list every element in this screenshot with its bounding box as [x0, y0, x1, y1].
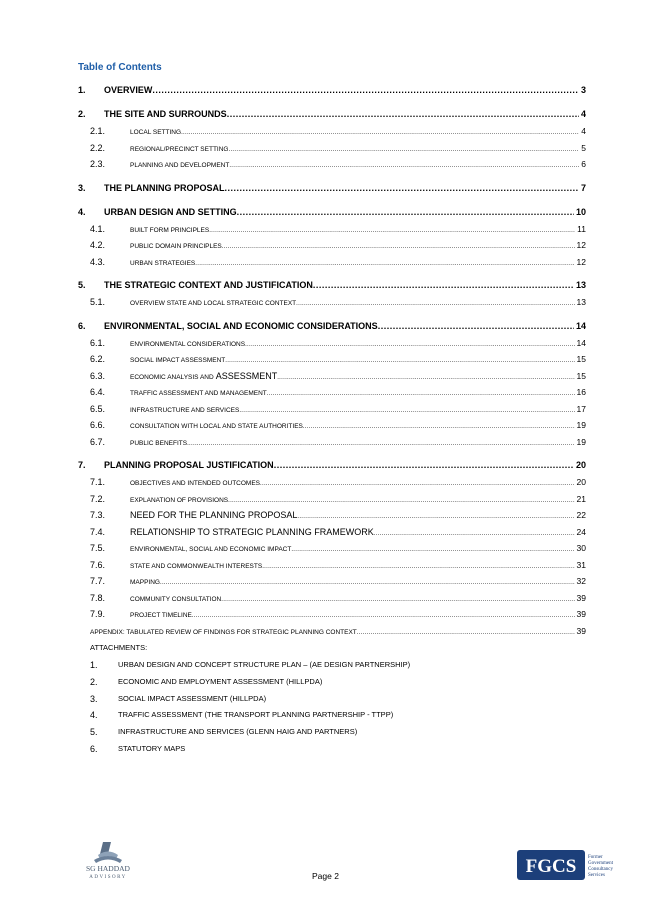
toc-entry-page: 20 — [576, 477, 586, 487]
toc-entry-title: URBAN STRATEGIES — [130, 259, 196, 267]
toc-entry-page: 11 — [577, 223, 586, 234]
toc-dot-leader — [297, 514, 574, 520]
attachment-item — [90, 694, 410, 711]
toc-dot-leader — [274, 460, 574, 470]
toc-entry-title: ENVIRONMENTAL CONSIDERATIONS — [130, 340, 246, 348]
toc-dot-leader — [227, 109, 579, 119]
toc-entry-title: STATE AND COMMONWEALTH INTERESTS — [130, 562, 263, 570]
toc-entry-page: 19 — [576, 436, 586, 447]
toc-entry-number: 6.2. — [90, 354, 106, 364]
toc-entry-number: 4. — [78, 206, 86, 217]
toc-entry-page: 24 — [576, 526, 586, 537]
toc-entry-number: 6.7. — [90, 436, 106, 447]
toc-entry[interactable] — [78, 126, 586, 143]
attachment-item — [90, 744, 410, 761]
toc-entry-title: PUBLIC BENEFITS — [130, 439, 188, 447]
toc-entry-title: LOCAL SETTING — [130, 129, 182, 136]
fgcs-line-2: Government — [588, 861, 613, 866]
toc-entry-title: OVERVIEW STATE AND LOCAL STRATEGIC CONTEXT — [130, 300, 297, 307]
toc-entry[interactable] — [78, 85, 586, 102]
toc-entry-title: THE STRATEGIC CONTEXT AND JUSTIFICATION — [104, 280, 313, 290]
toc-entry-title: ENVIRONMENTAL, SOCIAL AND ECONOMIC CONSIDERATIONS — [104, 320, 378, 331]
fgcs-logo — [517, 850, 621, 880]
toc-entry-number: 7.5. — [90, 543, 106, 553]
toc-entry-number: 7.1. — [90, 477, 106, 487]
toc-entry-title: APPENDIX: TABULATED REVIEW OF FINDINGS FOR STRATEGIC PLANNING CONTEXT — [90, 628, 357, 636]
toc-dot-leader — [260, 481, 575, 487]
sg-haddad-sub: ADVISORY — [89, 875, 127, 880]
toc-dot-leader — [303, 424, 575, 430]
attachment-item — [90, 677, 410, 694]
toc-entry[interactable] — [78, 159, 586, 176]
toc-dot-leader — [209, 228, 575, 234]
toc-entry-page: 7 — [580, 182, 586, 193]
toc-dot-leader — [195, 261, 574, 267]
toc-entry[interactable] — [78, 321, 586, 338]
toc-dot-leader — [222, 244, 575, 250]
toc-entry[interactable] — [78, 560, 586, 577]
toc-entry-title: COMMUNITY CONSULTATION — [130, 595, 222, 603]
toc-entry-page: 5 — [581, 142, 586, 153]
toc-entry-page: 20 — [575, 460, 586, 470]
toc-entry[interactable] — [78, 109, 586, 126]
attachment-title: TRAFFIC ASSESSMENT (THE TRANSPORT PLANNING PARTNERSHIP - TTPP) — [118, 710, 394, 720]
toc-entry-page: 3 — [580, 85, 586, 95]
toc-entry-number: 1. — [78, 85, 86, 95]
attachments-list — [90, 660, 410, 761]
attachment-number: 5. — [90, 727, 98, 738]
toc-entry-title: REGIONAL/PRECINCT SETTING — [130, 145, 229, 153]
fgcs-mark-icon — [517, 850, 621, 880]
toc-entry[interactable] — [78, 404, 586, 421]
toc-entry-title: PLANNING AND DEVELOPMENT — [130, 162, 230, 169]
toc-entry[interactable] — [78, 143, 586, 160]
toc-dot-leader — [245, 342, 574, 348]
toc-entry-title: OVERVIEW — [104, 85, 153, 95]
toc-entry[interactable] — [78, 338, 586, 355]
toc-entry-number: 7.6. — [90, 559, 106, 570]
toc-entry-page: 17 — [576, 403, 586, 414]
toc-dot-leader — [229, 163, 579, 169]
toc-entry-number: 2.1. — [90, 126, 106, 136]
toc-title: Table of Contents — [78, 62, 162, 73]
toc-entry-page: 13 — [575, 280, 586, 290]
toc-entry-page: 4 — [580, 109, 586, 119]
toc-entry-page: 13 — [576, 297, 586, 307]
toc-dot-leader — [228, 147, 579, 153]
sg-haddad-emblem-icon — [78, 840, 138, 880]
toc-entry-title: SOCIAL IMPACT ASSESSMENT — [130, 357, 226, 364]
toc-entry-page: 39 — [576, 609, 586, 619]
attachment-title: SOCIAL IMPACT ASSESSMENT (HILLPDA) — [118, 693, 267, 703]
toc-entry-number: 7.4. — [90, 526, 106, 537]
toc-entry[interactable] — [78, 240, 586, 257]
attachments-heading: ATTACHMENTS: — [90, 643, 148, 652]
toc-entry-title: URBAN DESIGN AND SETTING — [104, 206, 237, 217]
toc-entry[interactable] — [78, 609, 586, 626]
toc-dot-leader — [239, 408, 574, 414]
toc-entry-page: 4 — [581, 126, 586, 136]
toc-entry-title: NEED FOR THE PLANNING PROPOSAL — [130, 510, 298, 520]
toc-entry[interactable] — [78, 543, 586, 560]
attachment-item — [90, 727, 410, 744]
toc-dot-leader — [267, 391, 575, 397]
toc-entry[interactable] — [78, 510, 586, 527]
toc-entry-page: 30 — [576, 543, 586, 553]
toc-dot-leader — [192, 613, 575, 619]
toc-dot-leader — [313, 280, 574, 290]
toc-entry-title: TRAFFIC ASSESSMENT AND MANAGEMENT — [130, 390, 267, 397]
toc-dot-leader — [296, 301, 574, 307]
toc-dot-leader — [160, 580, 575, 586]
toc-dot-leader — [291, 547, 574, 553]
toc-dot-leader — [262, 564, 574, 570]
toc-entry-number: 5. — [78, 280, 86, 290]
toc-entry-page: 15 — [576, 370, 586, 381]
toc-entry-title: EXPLANATION OF PROVISIONS — [130, 496, 229, 504]
toc-entry-number: 6.6. — [90, 420, 106, 430]
toc-entry-title: PROJECT TIMELINE — [130, 612, 192, 619]
toc-entry-page: 31 — [576, 559, 586, 570]
toc-dot-leader — [225, 358, 574, 364]
toc-dot-leader — [378, 321, 574, 331]
fgcs-line-4: Services — [588, 873, 605, 878]
toc-entry-page: 6 — [581, 159, 586, 169]
attachment-number: 6. — [90, 743, 98, 754]
toc-entry-page: 39 — [576, 625, 586, 636]
toc-entry-page: 14 — [575, 320, 586, 331]
toc-dot-leader — [237, 207, 574, 217]
toc-entry-page: 14 — [576, 337, 586, 348]
toc-entry-title: PLANNING PROPOSAL JUSTIFICATION — [104, 460, 274, 470]
toc-entry[interactable] — [78, 494, 586, 511]
toc-entry-page: 39 — [576, 592, 586, 603]
toc-dot-leader — [181, 130, 579, 136]
attachment-number: 3. — [90, 693, 98, 704]
toc-entry-number: 6.5. — [90, 403, 106, 414]
toc-entry-number: 7.7. — [90, 576, 106, 586]
toc-entry-number: 4.2. — [90, 240, 106, 250]
fgcs-line-1: Former — [588, 855, 603, 860]
attachment-title: URBAN DESIGN AND CONCEPT STRUCTURE PLAN – (AE DESIGN PARTNERSHIP) — [118, 660, 411, 669]
toc-entry-number: 4.3. — [90, 256, 106, 267]
toc-entry-title: BUILT FORM PRINCIPLES — [130, 226, 210, 234]
toc-entry-page: 16 — [576, 387, 586, 397]
attachment-number: 2. — [90, 676, 98, 687]
toc-entry[interactable] — [78, 207, 586, 224]
toc-entry-title: THE SITE AND SURROUNDS — [104, 109, 227, 119]
toc-entry-number: 6.1. — [90, 337, 106, 348]
toc-entry-number: 2. — [78, 109, 86, 119]
attachment-title: STATUTORY MAPS — [118, 743, 186, 753]
toc-entry-title: CONSULTATION WITH LOCAL AND STATE AUTHORITIES — [130, 423, 303, 430]
toc-entry[interactable] — [78, 371, 586, 388]
toc-entry-number: 7.9. — [90, 609, 106, 619]
toc-entry-page: 19 — [576, 420, 586, 430]
toc-entry[interactable] — [78, 257, 586, 274]
fgcs-line-3: Consultancy — [588, 867, 613, 872]
attachment-title: INFRASTRUCTURE AND SERVICES (GLENN HAIG AND PARTNERS) — [118, 727, 358, 737]
toc-entry-title: ENVIRONMENTAL, SOCIAL AND ECONOMIC IMPACT — [130, 546, 292, 553]
attachment-item — [90, 710, 410, 727]
toc-dot-leader — [152, 85, 579, 95]
toc-dot-leader — [277, 375, 574, 381]
toc-dot-leader — [187, 441, 574, 447]
toc-entry-number: 7.3. — [90, 510, 106, 520]
toc-entry[interactable] — [78, 387, 586, 404]
toc-entry-page: 15 — [576, 354, 586, 364]
toc-entry[interactable] — [78, 460, 586, 477]
toc-entry-title: MAPPING — [130, 579, 160, 586]
toc-dot-leader — [225, 183, 579, 193]
toc-entry-number: 7.2. — [90, 493, 106, 504]
toc-entry-number: 7.8. — [90, 592, 106, 603]
toc-entry-title-part: ASSESSMENT — [213, 370, 278, 381]
toc-entry[interactable] — [78, 297, 586, 314]
attachment-number: 4. — [90, 710, 98, 721]
toc-dot-leader — [221, 597, 574, 603]
attachment-number: 1. — [90, 660, 98, 670]
toc-entry-title: THE PLANNING PROPOSAL — [104, 182, 225, 193]
toc-entry-number: 2.2. — [90, 142, 106, 153]
toc-entry-number: 6. — [78, 320, 86, 331]
toc-entry[interactable] — [78, 280, 586, 297]
toc-entry-number: 6.3. — [90, 370, 106, 381]
toc-entry[interactable] — [78, 354, 586, 371]
toc-entry-page: 22 — [576, 510, 586, 520]
toc-entry[interactable] — [78, 626, 586, 642]
toc-entry-title: INFRASTRUCTURE AND SERVICES — [130, 406, 240, 414]
toc-entry-number: 7. — [78, 460, 86, 470]
toc-entry[interactable] — [78, 576, 586, 593]
toc-entry[interactable] — [78, 593, 586, 610]
toc-entry-title: OBJECTIVES AND INTENDED OUTCOMES — [130, 480, 261, 487]
toc-entry-title: RELATIONSHIP TO STRATEGIC PLANNING FRAMEWORK — [130, 526, 374, 537]
toc-entry[interactable] — [78, 224, 586, 241]
toc-dot-leader — [357, 630, 575, 636]
toc-entry-page: 10 — [575, 206, 586, 217]
toc-entry-title — [130, 371, 277, 381]
toc-entry[interactable] — [78, 183, 586, 200]
toc-entry[interactable] — [78, 477, 586, 494]
toc-entry[interactable] — [78, 437, 586, 454]
toc-entry[interactable] — [78, 420, 586, 437]
toc-entry-number: 6.4. — [90, 387, 106, 397]
page-number: Page 2 — [312, 871, 339, 881]
toc-entry-number: 5.1. — [90, 297, 106, 307]
fgcs-letters: FGCS — [525, 856, 577, 877]
sg-haddad-name: SG HADDAD — [86, 864, 130, 873]
toc-entry-title-part: ECONOMIC ANALYSIS AND — [130, 373, 214, 381]
toc-entry-number: 2.3. — [90, 159, 106, 169]
attachment-title: ECONOMIC AND EMPLOYMENT ASSESSMENT (HILLPDA) — [118, 676, 323, 686]
toc-entry-number: 4.1. — [90, 223, 106, 234]
attachment-item — [90, 660, 410, 677]
toc-dot-leader — [374, 531, 575, 537]
toc-entry[interactable] — [78, 527, 586, 544]
toc-entry-number: 3. — [78, 182, 86, 193]
toc-entry-title: PUBLIC DOMAIN PRINCIPLES — [130, 243, 222, 250]
toc-dot-leader — [228, 498, 574, 504]
sg-haddad-logo — [78, 840, 138, 880]
toc-entry-page: 12 — [576, 240, 586, 250]
toc-entry-page: 12 — [576, 256, 586, 267]
toc-entry-page: 32 — [576, 576, 586, 586]
table-of-contents — [78, 85, 586, 642]
toc-entry-page: 21 — [576, 493, 586, 504]
